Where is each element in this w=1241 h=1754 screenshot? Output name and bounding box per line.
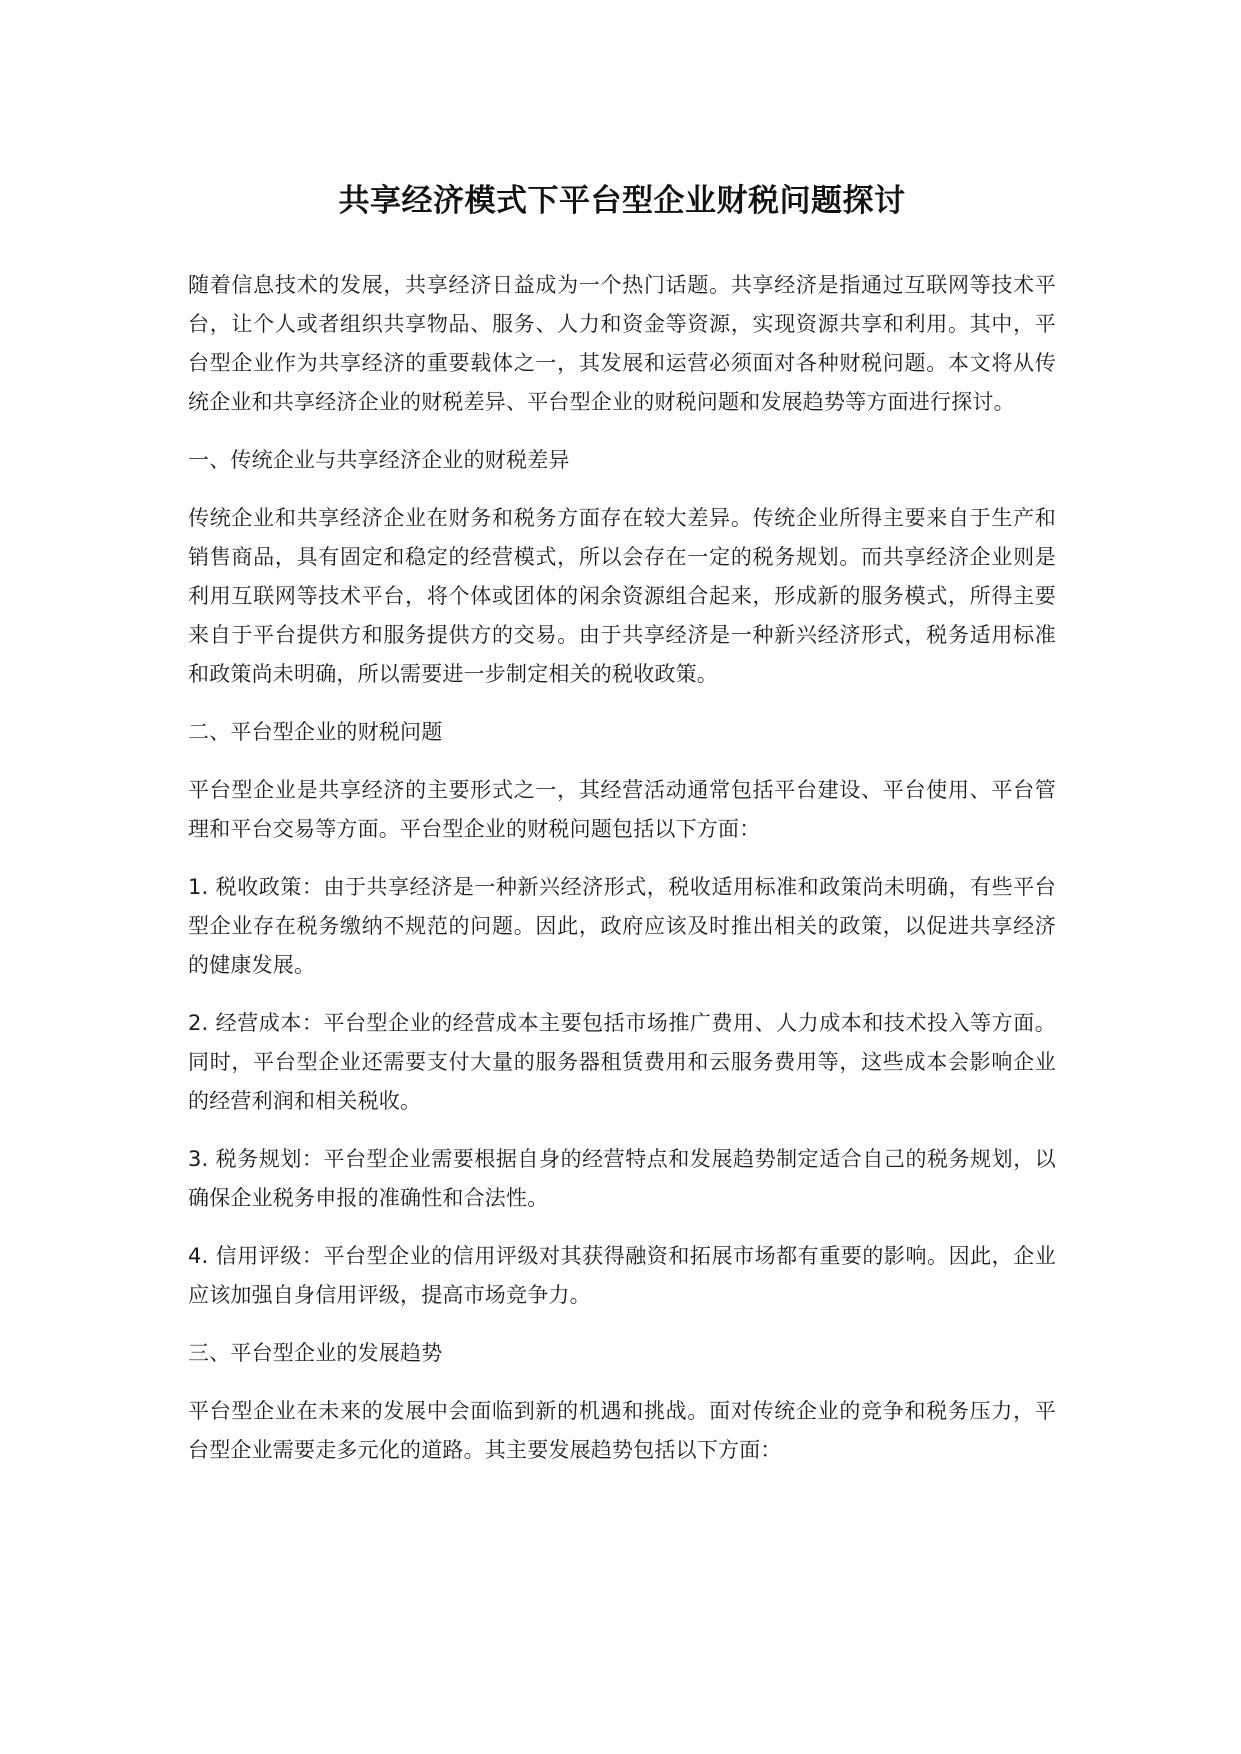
intro-paragraph: 随着信息技术的发展，共享经济日益成为一个热门话题。共享经济是指通过互联网等技术平台，让个人或者组织共享物品、服务、人力和资金等资源，实现资源共享和利用。其中，平台型企业作为共享经济的重要载体之一，其发展和运营必须面对各种财税问题。本文将从传统企业和共享经济企业的财税差异、平台型企业的财税问题和发展趋势等方面进行探讨。 [188,273,1056,414]
section-heading-2: 二、平台型企业的财税问题 [188,720,443,744]
document-title: 共享经济模式下平台型企业财税问题探讨 [338,183,906,219]
section-heading-3: 三、平台型企业的发展趋势 [188,1341,443,1365]
list-item-operating-cost: 2. 经营成本：平台型企业的经营成本主要包括市场推广费用、人力成本和技术投入等方面。同时，平台型企业还需要支付大量的服务器租赁费用和云服务费用等，这些成本会影响企业的经营利润和相关税收。 [188,1011,1056,1113]
section-1-paragraph: 传统企业和共享经济企业在财务和税务方面存在较大差异。传统企业所得主要来自于生产和销售商品，具有固定和稳定的经营模式，所以会存在一定的税务规划。而共享经济企业则是利用互联网等技术平台，将个体或团体的闲余资源组合起来，形成新的服务模式，所得主要来自于平台提供方和服务提供方的交易。由于共享经济是一种新兴经济形式，税务适用标准和政策尚未明确，所以需要进一步制定相关的税收政策。 [188,506,1056,686]
section-3-paragraph: 平台型企业在未来的发展中会面临到新的机遇和挑战。面对传统企业的竞争和税务压力，平台型企业需要走多元化的道路。其主要发展趋势包括以下方面： [188,1399,1056,1462]
list-item-credit-rating: 4. 信用评级：平台型企业的信用评级对其获得融资和拓展市场都有重要的影响。因此，企业应该加强自身信用评级，提高市场竞争力。 [188,1244,1056,1307]
section-heading-1: 一、传统企业与共享经济企业的财税差异 [188,448,570,472]
list-item-tax-planning: 3. 税务规划：平台型企业需要根据自身的经营特点和发展趋势制定适合自己的税务规划，以确保企业税务申报的准确性和合法性。 [188,1147,1056,1210]
document-body [188,266,1056,1470]
section-2-intro-paragraph: 平台型企业是共享经济的主要形式之一，其经营活动通常包括平台建设、平台使用、平台管理和平台交易等方面。平台型企业的财税问题包括以下方面： [188,778,1056,841]
list-item-tax-policy: 1. 税收政策：由于共享经济是一种新兴经济形式，税收适用标准和政策尚未明确，有些平台型企业存在税务缴纳不规范的问题。因此，政府应该及时推出相关的政策，以促进共享经济的健康发展。 [188,875,1056,977]
